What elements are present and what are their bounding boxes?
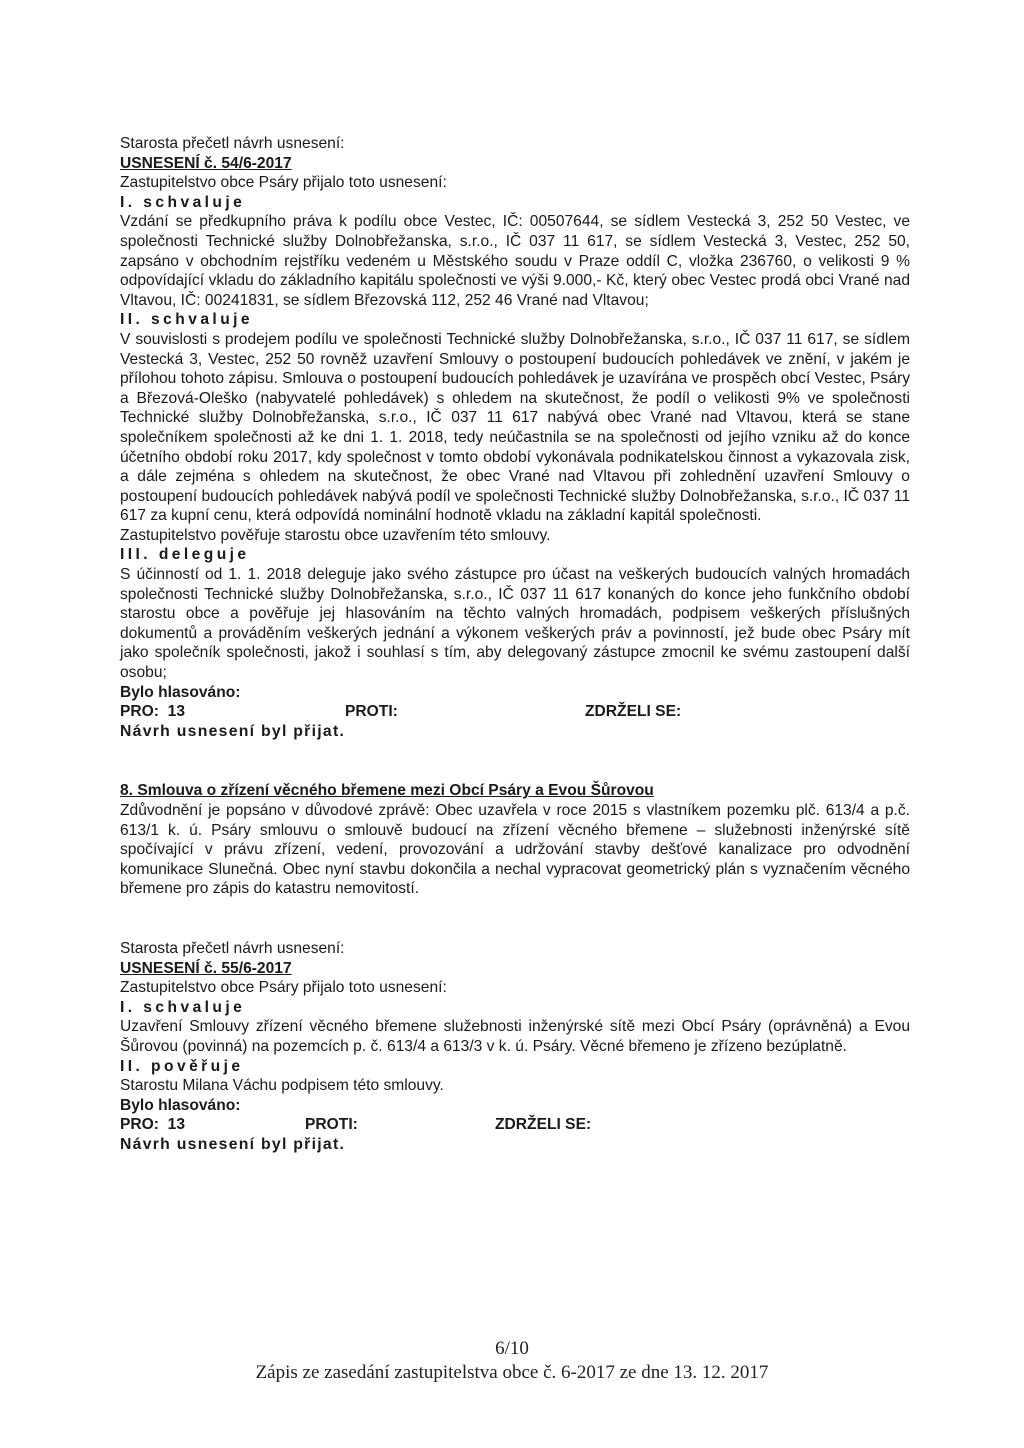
- vote-row: [120, 702, 910, 722]
- item-heading: I. schvaluje: [120, 998, 246, 1016]
- item-text: S účinností od 1. 1. 2018 deleguje jako svého zástupce pro účast na veškerých budoucích valných hromadách společnosti Technické služby Dolnobřežanska, s.r.o., IČ 037 11 617 konaných do konce jeho funkčního období starostu obce a pověřuje jej hlasováním na těchto valných hromadách, podpisem veškerých příslušných dokumentů a prováděním veškerých jednání a výkonem veškerých práv a povinností, jež bude obec Psáry mít jako společník společnosti, jakož i souhlasí s tím, aby delegovaný zástupce zmocnil ke svému zastoupení další osobu;: [120, 566, 910, 682]
- section-title: 8. Smlouva o zřízení věcného břemene mezi Obcí Psáry a Evou Šůrovou: [120, 782, 654, 800]
- item-heading: III. deleguje: [120, 546, 250, 564]
- item-text: Vzdání se předkupního práva k podílu obce Vestec, IČ: 00507644, se sídlem Vestecká 3, 252 50 Vestec, ve společnosti Technické služby Dolnobřežanska, s.r.o., IČ 037 11 617, se sídlem Vestecká 3, Vestec, 252 50, zapsáno v obchodním rejstříku vedeném u Městského soudu v Praze oddíl C, vložka 236760, o velikosti 9 % odpovídající vkladu do základního kapitálu společnosti ve výši 9.000,- Kč, který obec Vestec prodá obci Vrané nad Vltavou, IČ: 00241831, se sídlem Březovská 112, 252 46 Vrané nad Vltavou;: [120, 213, 910, 309]
- vote-proti: PROTI:: [345, 703, 398, 721]
- item-heading: II. pověřuje: [120, 1057, 244, 1075]
- resolution-intro: Starosta přečetl návrh usnesení:: [120, 939, 345, 957]
- page-content: [120, 134, 910, 1155]
- vote-pro: PRO: 13: [120, 703, 185, 721]
- item-heading: I. schvaluje: [120, 193, 246, 211]
- page-number: 6/10: [495, 1338, 529, 1359]
- vote-label: Bylo hlasováno:: [120, 1096, 241, 1114]
- item-heading: II. schvaluje: [120, 311, 254, 329]
- vote-result: Návrh usnesení byl přijat.: [120, 722, 346, 740]
- vote-row: [120, 1115, 910, 1135]
- footer-title: Zápis ze zasedání zastupitelstva obce č. 6-2017 ze dne 13. 12. 2017: [255, 1362, 769, 1383]
- vote-pro: PRO: 13: [120, 1116, 185, 1134]
- item-text: Starostu Milana Váchu podpisem této smlouvy.: [120, 1077, 444, 1095]
- vote-label: Bylo hlasováno:: [120, 683, 241, 701]
- resolution-number: USNESENÍ č. 55/6-2017: [120, 959, 292, 977]
- item-text: Uzavření Smlouvy zřízení věcného břemene služebnosti inženýrské sítě mezi Obcí Psáry (oprávněná) a Evou Šůrovou (povinná) na pozemcích p. č. 613/4 a 613/3 v k. ú. Psáry. Věcné břemeno je zřízeno bezúplatně.: [120, 1018, 910, 1055]
- vote-zdrzeli: ZDRŽELI SE:: [585, 703, 682, 721]
- resolution-adopted: Zastupitelstvo obce Psáry přijalo toto usnesení:: [120, 979, 447, 997]
- resolution-intro: Starosta přečetl návrh usnesení:: [120, 135, 345, 152]
- vote-result: Návrh usnesení byl přijat.: [120, 1135, 346, 1153]
- item-text: V souvislosti s prodejem podílu ve společnosti Technické služby Dolnobřežanska, s.r.o., IČ 037 11 617, se sídlem Vestecká 3, Vestec, 252 50 rovněž uzavření Smlouvy o postoupení budoucích pohledávek ve znění, v jakém je přílohou tohoto zápisu. Smlouva o postoupení budoucích pohledávek je uzavírána ve prospěch obcí Vestec, Psáry a Březová-Oleško (nabyvatelé pohledávek) s ohledem na skutečnost, že podíl o velikosti 9% ve společnosti Technické služby Dolnobřežanska, s.r.o., IČ 037 11 617 nabývá obec Vrané nad Vltavou, která se stane společníkem společnosti až ke dni 1. 1. 2018, tedy neúčastnila se na společnosti od jejího vzniku až do konce účetního období roku 2017, kdy společnost v tomto období vykonávala podnikatelskou činnost a vykazovala zisk, a dále zejména s ohledem na skutečnost, že obec Vrané nad Vltavou při zohlednění uzavření Smlouvy o postoupení budoucích pohledávek nabývá podíl ve společnosti Technické služby Dolnobřežanska, s.r.o., IČ 037 11 617 za kupní cenu, která odpovídá nominální hodnotě vkladu na základní kapitál společnosti.: [120, 330, 911, 525]
- resolution-adopted: Zastupitelstvo obce Psáry přijalo toto usnesení:: [120, 174, 447, 192]
- vote-zdrzeli: ZDRŽELI SE:: [495, 1116, 592, 1134]
- section-text: Zdůvodnění je popsáno v důvodové zprávě: Obec uzavřela v roce 2015 s vlastníkem pozemku plč. 613/4 a p.č. 613/1 k. ú. Psáry smlouvu o smlouvě budoucí na zřízení věcného břemene – služebnosti inženýrské sítě spočívající v právu zřízení, vedení, provozování a udržování stavby dešťové kanalizace pro odvodnění komunikace Slunečná. Obec nyní stavbu dokončila a nechal vypracovat geometrický plán s vyznačením věcného břemene pro zápis do katastru nemovitostí.: [120, 802, 910, 898]
- item-tail: Zastupitelstvo pověřuje starostu obce uzavřením této smlouvy.: [120, 526, 551, 544]
- resolution-number: USNESENÍ č. 54/6-2017: [120, 154, 292, 172]
- vote-proti: PROTI:: [305, 1116, 358, 1134]
